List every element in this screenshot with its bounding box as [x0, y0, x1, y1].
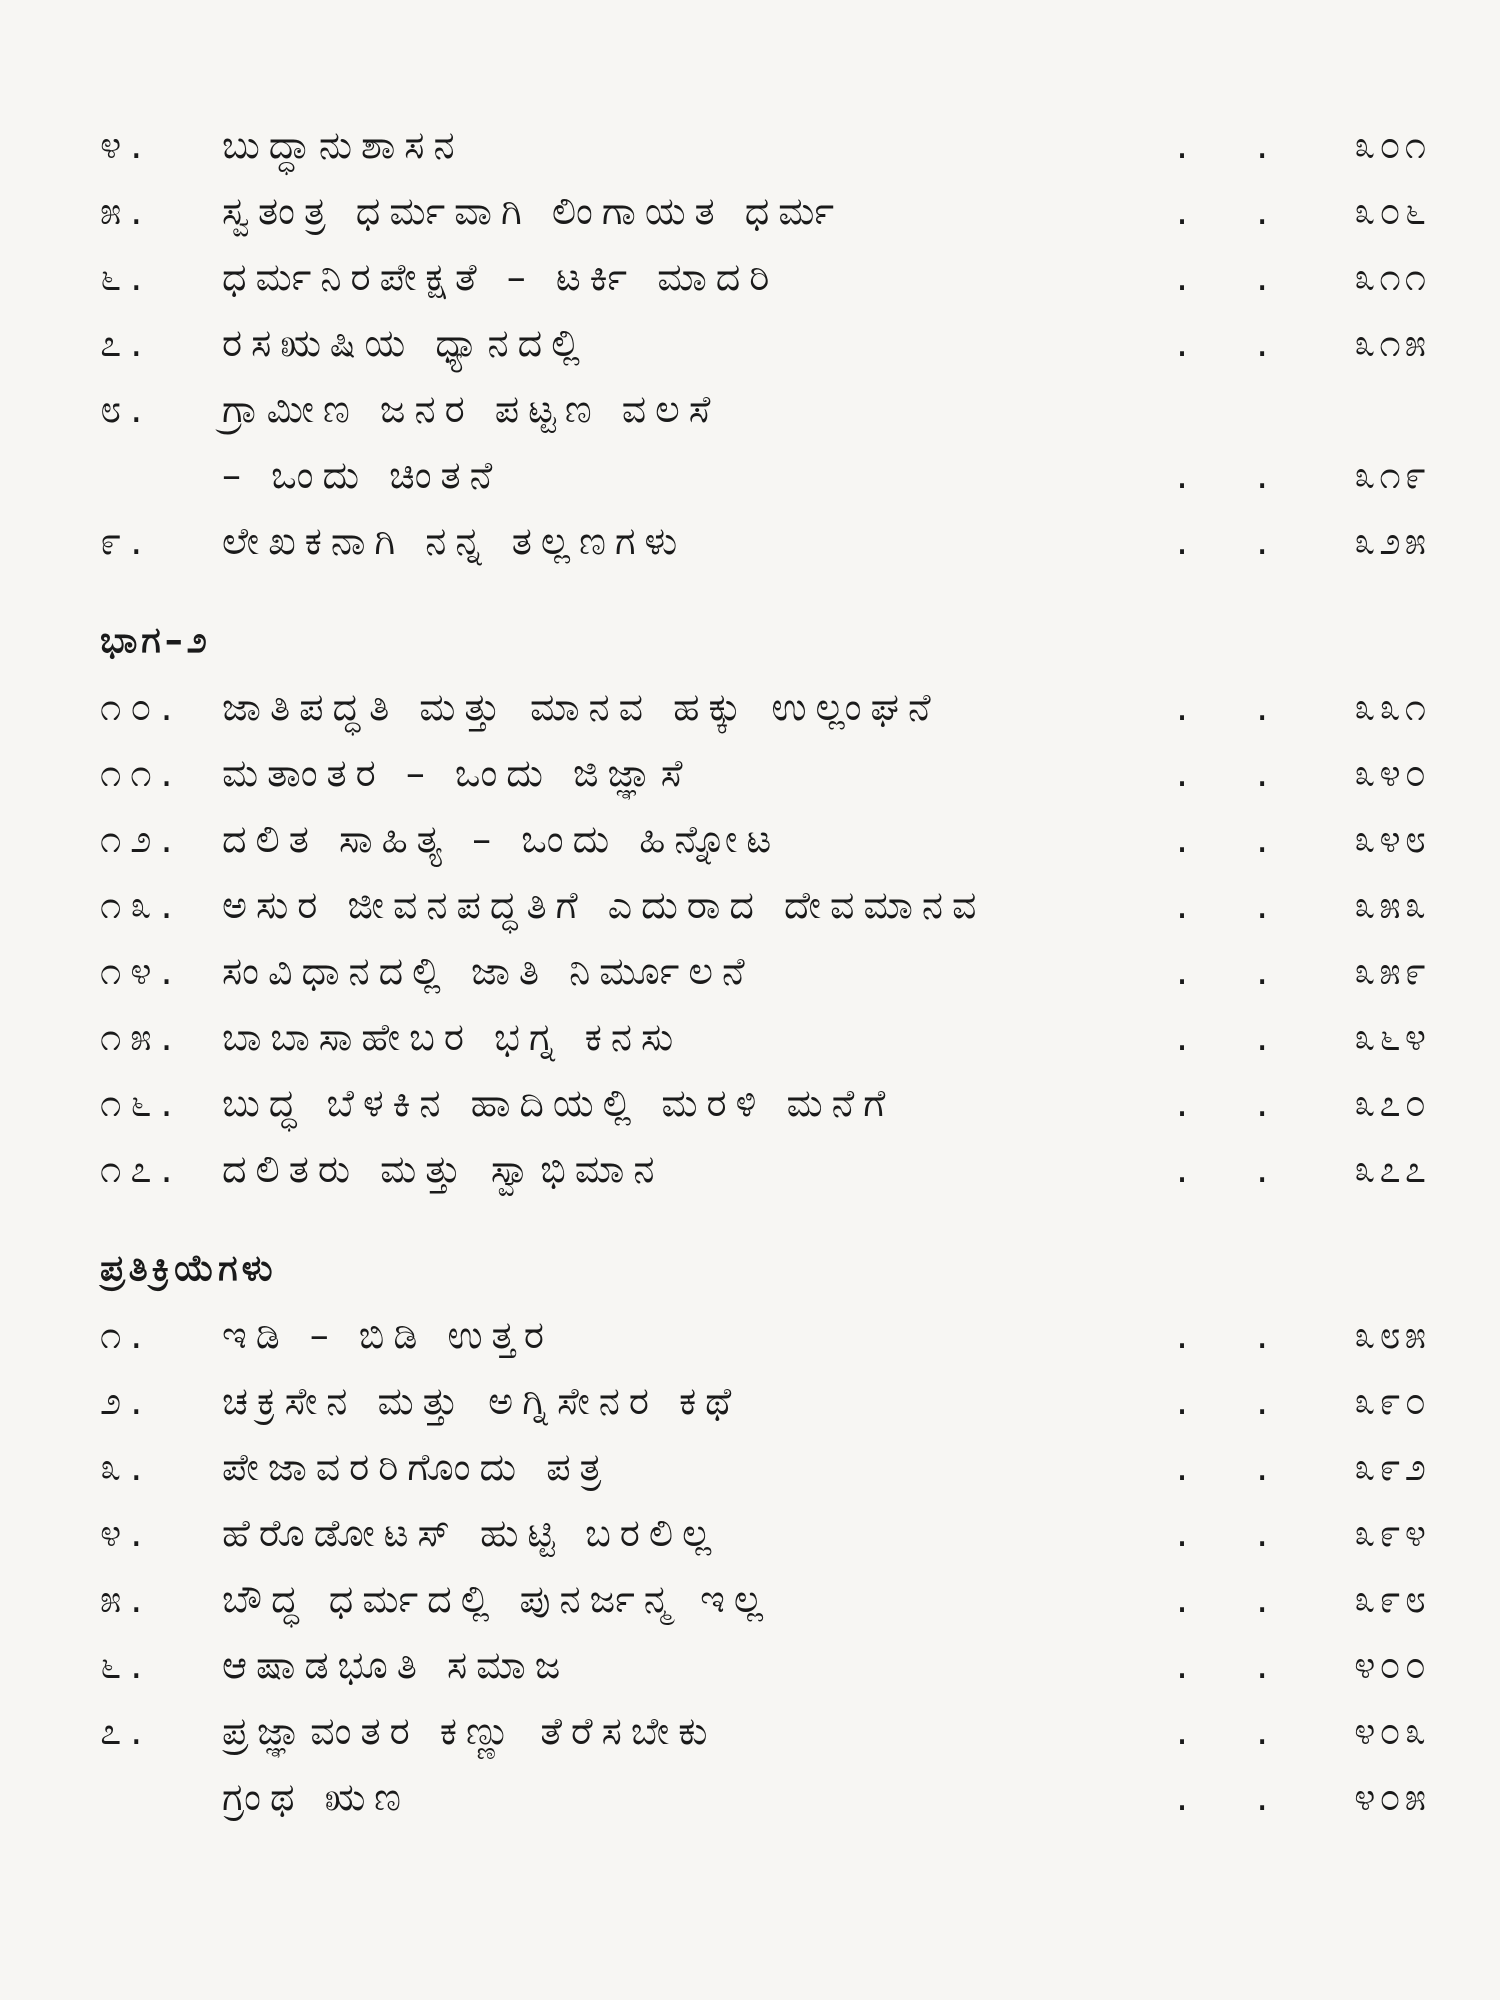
entry-dots: . . — [1176, 1445, 1297, 1489]
entry-number: ೭. — [100, 1709, 152, 1753]
entry-page: ೩೧೧ — [1354, 255, 1430, 299]
section-spacer — [0, 574, 1500, 608]
entry-dots: . . — [1176, 1313, 1297, 1357]
entry-title: ಗ್ರಂಥ ಋಣ — [222, 1775, 410, 1819]
entry-dots: . . — [1176, 1147, 1297, 1191]
entry-number: ೧೩. — [100, 883, 182, 927]
entry-title: ಮತಾಂತರ – ಒಂದು ಜಿಜ್ಞಾಸೆ — [222, 751, 692, 795]
entry-number: ೧೭. — [100, 1147, 182, 1191]
entry-dots: . . — [1176, 189, 1297, 233]
entry-dots: . . — [1176, 321, 1297, 365]
entry-number: ೬. — [100, 1643, 152, 1687]
entry-page: ೩೦೬ — [1354, 189, 1430, 233]
entry-dots: . . — [1176, 685, 1297, 729]
entry-title: ರಸಋಷಿಯ ಧ್ಯಾನದಲ್ಲಿ — [222, 321, 589, 365]
entry-title: ಬಾಬಾಸಾಹೇಬರ ಭಗ್ನ ಕನಸು — [222, 1015, 683, 1059]
entry-dots: . . — [1176, 949, 1297, 993]
entry-page: ೩೯೨ — [1354, 1445, 1430, 1489]
toc-entry-continuation — [0, 442, 1500, 508]
toc-entry — [0, 1302, 1500, 1368]
entry-dots: . . — [1176, 453, 1297, 497]
entry-dots: . . — [1176, 519, 1297, 563]
section-heading: ಪ್ರತಿಕ್ರಿಯೆಗಳು — [100, 1248, 277, 1289]
toc-entry — [0, 1698, 1500, 1764]
entry-title: ಸ್ವತಂತ್ರ ಧರ್ಮವಾಗಿ ಲಿಂಗಾಯತ ಧರ್ಮ — [222, 189, 844, 233]
entry-number: ೫. — [100, 189, 152, 233]
entry-title: ಸಂವಿಧಾನದಲ್ಲಿ ಜಾತಿ ನಿರ್ಮೂಲನೆ — [222, 949, 754, 993]
entry-dots: . . — [1176, 883, 1297, 927]
entry-number: ೧೨. — [100, 817, 182, 861]
entry-page: ೩೧೫ — [1354, 321, 1430, 365]
entry-title: ಆಷಾಡಭೂತಿ ಸಮಾಜ — [222, 1643, 570, 1687]
section-spacer — [0, 1202, 1500, 1236]
section-b — [0, 608, 1500, 1202]
toc-entry — [0, 1500, 1500, 1566]
entry-title: ಅಸುರ ಜೀವನಪದ್ಧತಿಗೆ ಎದುರಾದ ದೇವಮಾನವ — [222, 883, 986, 927]
toc-entry — [0, 740, 1500, 806]
entry-title: ಹೆರೊಡೋಟಸ್ ಹುಟ್ಟಿ ಬರಲಿಲ್ಲ — [222, 1511, 721, 1555]
entry-dots: . . — [1176, 255, 1297, 299]
entry-number: ೧೬. — [100, 1081, 182, 1125]
entry-page: ೩೪೦ — [1354, 751, 1430, 795]
toc-entry — [0, 1070, 1500, 1136]
entry-page: ೩೯೪ — [1354, 1511, 1430, 1555]
entry-number: ೧. — [100, 1313, 152, 1357]
entry-title: ಚಕ್ರಸೇನ ಮತ್ತು ಅಗ್ನಿಸೇನರ ಕಥೆ — [222, 1379, 741, 1423]
entry-number: ೪. — [100, 123, 152, 167]
toc-entry — [0, 872, 1500, 938]
entry-dots: . . — [1176, 751, 1297, 795]
entry-page: ೩೬೪ — [1354, 1015, 1430, 1059]
entry-page: ೩೫೩ — [1354, 883, 1430, 927]
entry-page: ೩೪೮ — [1354, 817, 1430, 861]
entry-title: ಬುದ್ಧ ಬೆಳಕಿನ ಹಾದಿಯಲ್ಲಿ ಮರಳಿ ಮನೆಗೆ — [222, 1081, 895, 1125]
entry-dots: . . — [1176, 1577, 1297, 1621]
entry-number: ೮. — [100, 387, 152, 431]
entry-dots: . . — [1176, 1643, 1297, 1687]
entry-number: ೨. — [100, 1379, 152, 1423]
entry-page: ೩೮೫ — [1354, 1313, 1430, 1357]
toc-entry — [0, 1764, 1500, 1830]
entry-title: – ಒಂದು ಚಿಂತನೆ — [222, 453, 502, 497]
toc-entry — [0, 376, 1500, 442]
entry-dots: . . — [1176, 1709, 1297, 1753]
entry-dots: . . — [1176, 1015, 1297, 1059]
entry-page: ೪೦೦ — [1354, 1643, 1430, 1687]
section-c — [0, 1236, 1500, 1830]
entry-number: ೭. — [100, 321, 152, 365]
entry-page: ೪೦೫ — [1354, 1775, 1430, 1819]
entry-title: ಜಾತಿಪದ್ಧತಿ ಮತ್ತು ಮಾನವ ಹಕ್ಕು ಉಲ್ಲಂಘನೆ — [222, 685, 940, 729]
toc-entry — [0, 1004, 1500, 1070]
toc-entry — [0, 674, 1500, 740]
entry-page: ೩೨೫ — [1354, 519, 1430, 563]
entry-number: ೧೫. — [100, 1015, 182, 1059]
entry-page: ೩೦೧ — [1354, 123, 1430, 167]
toc-entry — [0, 1136, 1500, 1202]
entry-number: ೫. — [100, 1577, 152, 1621]
entry-page: ೩೯೦ — [1354, 1379, 1430, 1423]
entry-page: ೩೫೯ — [1354, 949, 1430, 993]
entry-dots: . . — [1176, 1379, 1297, 1423]
entry-dots: . . — [1176, 1775, 1297, 1819]
toc-entry — [0, 1632, 1500, 1698]
toc-entry — [0, 178, 1500, 244]
entry-number: ೧೪. — [100, 949, 182, 993]
entry-title: ದಲಿತ ಸಾಹಿತ್ಯ – ಒಂದು ಹಿನ್ನೋಟ — [222, 817, 781, 861]
entry-number: ೯. — [100, 519, 152, 563]
entry-page: ೩೯೮ — [1354, 1577, 1430, 1621]
entry-page: ೩೧೯ — [1354, 453, 1430, 497]
toc-entry — [0, 1434, 1500, 1500]
entry-number: ೧೦. — [100, 685, 182, 729]
toc-entry — [0, 1368, 1500, 1434]
toc-entry — [0, 508, 1500, 574]
toc-entry — [0, 806, 1500, 872]
entry-number: ೬. — [100, 255, 152, 299]
entry-title: ಗ್ರಾಮೀಣ ಜನರ ಪಟ್ಟಣ ವಲಸೆ — [222, 387, 720, 431]
toc-entry — [0, 310, 1500, 376]
entry-title: ಇಡಿ – ಬಿಡಿ ಉತ್ತರ — [222, 1313, 554, 1357]
toc-entry — [0, 938, 1500, 1004]
entry-page: ೩೭೦ — [1354, 1081, 1430, 1125]
entry-number: ೪. — [100, 1511, 152, 1555]
entry-page: ೪೦೩ — [1354, 1709, 1430, 1753]
toc-entry — [0, 112, 1500, 178]
entry-title: ಬೌದ್ಧ ಧರ್ಮದಲ್ಲಿ ಪುನರ್ಜನ್ಮ ಇಲ್ಲ — [222, 1577, 773, 1621]
entry-title: ಧರ್ಮನಿರಪೇಕ್ಷತೆ – ಟರ್ಕಿ ಮಾದರಿ — [222, 255, 779, 299]
entry-title: ದಲಿತರು ಮತ್ತು ಸ್ವಾಭಿಮಾನ — [222, 1147, 664, 1191]
entry-dots: . . — [1176, 1081, 1297, 1125]
entry-page: ೩೭೭ — [1354, 1147, 1430, 1191]
toc-entry — [0, 1566, 1500, 1632]
section-heading: ಭಾಗ–೨ — [100, 620, 211, 661]
section-a — [0, 112, 1500, 574]
entry-title: ಲೇಖಕನಾಗಿ ನನ್ನ ತಲ್ಲಣಗಳು — [222, 519, 687, 563]
entry-number: ೩. — [100, 1445, 152, 1489]
entry-dots: . . — [1176, 817, 1297, 861]
entry-title: ಪೇಜಾವರರಿಗೊಂದು ಪತ್ರ — [222, 1445, 611, 1489]
entry-title: ಬುದ್ಧಾನುಶಾಸನ — [222, 123, 464, 167]
entry-dots: . . — [1176, 1511, 1297, 1555]
entry-page: ೩೩೧ — [1354, 685, 1430, 729]
entry-title: ಪ್ರಜ್ಞಾವಂತರ ಕಣ್ಣು ತೆರೆಸಬೇಕು — [222, 1709, 717, 1753]
entry-number: ೧೧. — [100, 751, 182, 795]
toc-entry — [0, 244, 1500, 310]
entry-dots: . . — [1176, 123, 1297, 167]
